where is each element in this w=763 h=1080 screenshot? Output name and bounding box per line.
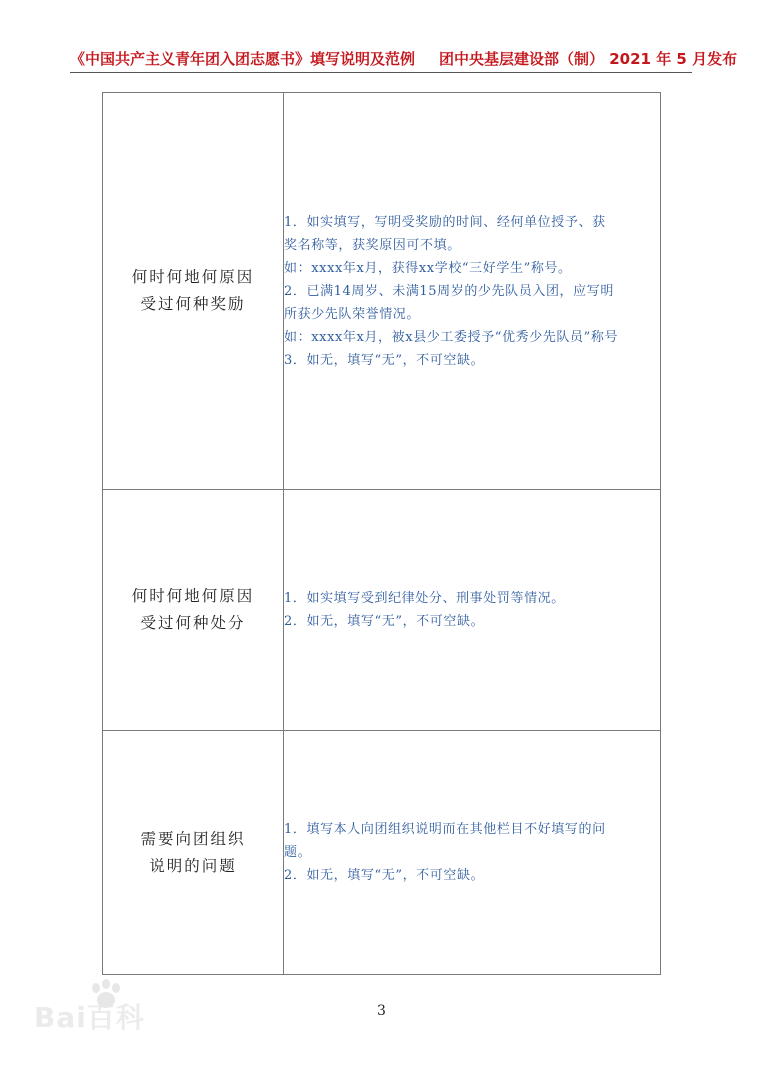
row-instructions-awards — [284, 93, 661, 490]
instruction-line: 1．填写本人向团组织说明而在其他栏目不好填写的问 — [284, 822, 606, 837]
header-rule — [70, 72, 692, 73]
baidu-watermark — [34, 996, 145, 1036]
label-line: 受过何种奖励 — [140, 295, 246, 313]
row-instructions-punishments — [284, 490, 661, 731]
instruction-line: 2．如无，填写“无”，不可空缺。 — [284, 868, 485, 883]
label-line: 何时何地何原因 — [131, 587, 255, 605]
baidu-paw-icon — [86, 978, 126, 1012]
instruction-line: 奖名称等，获奖原因可不填。 — [284, 237, 461, 253]
instruction-line: 所获少先队荣誉情况。 — [284, 306, 421, 322]
instruction-line: 3．如无，填写“无”，不可空缺。 — [284, 352, 485, 368]
page-number: 3 — [377, 1003, 386, 1019]
label-line: 需要向团组织 — [140, 829, 246, 848]
instruction-line: 1．如实填写，写明受奖励的时间、经何单位授予、获 — [284, 214, 606, 230]
instruction-line: 1．如实填写受到纪律处分、刑事处罚等情况。 — [284, 591, 565, 606]
table-row-issues — [103, 731, 661, 975]
label-line: 说明的问题 — [149, 856, 237, 875]
watermark-text: Bai百科 — [34, 1001, 145, 1034]
instruction-line: 如：xxxx年x月，被x县少工委授予“优秀少先队员”称号 — [284, 329, 619, 345]
instruction-line: 2．已满14周岁、未满15周岁的少先队员入团，应写明 — [284, 283, 614, 299]
row-label-punishments — [103, 490, 284, 731]
instruction-line: 2．如无，填写“无”，不可空缺。 — [284, 614, 485, 629]
label-line: 受过何种处分 — [140, 614, 246, 632]
header-publisher: 团中央基层建设部（制） 2021 年 5 月发布 — [439, 50, 738, 68]
row-instructions-issues — [284, 731, 661, 975]
application-form-table — [102, 92, 661, 975]
instruction-line: 如：xxxx年x月，获得xx学校“三好学生”称号。 — [284, 260, 572, 276]
document-header — [70, 48, 738, 69]
header-title: 《中国共产主义青年团入团志愿书》填写说明及范例 — [70, 50, 416, 68]
label-line: 何时何地何原因 — [131, 268, 255, 286]
row-label-issues — [103, 731, 284, 975]
table-row-punishments — [103, 490, 661, 731]
table-row-awards — [103, 93, 661, 490]
instruction-line: 题。 — [284, 845, 312, 860]
row-label-awards — [103, 93, 284, 490]
